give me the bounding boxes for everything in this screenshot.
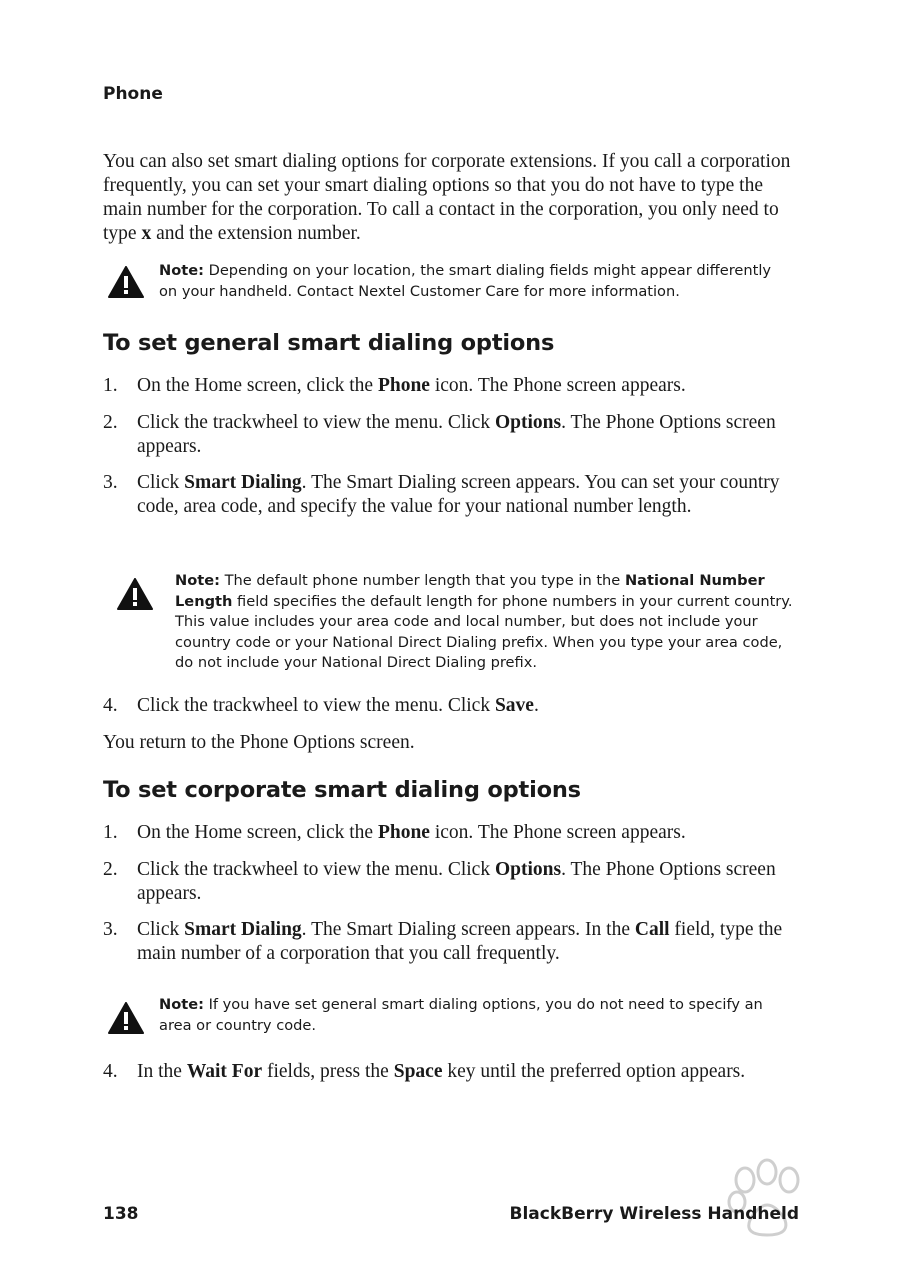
intro-text: You can also set smart dialing options for corporate extensions. If you call a corporation frequently, you can set your smart dialing options so that you do not have to type the main number for the corporation. To call a contact in the corporation, you only need to type bbox=[103, 151, 791, 244]
intro-key: x bbox=[141, 223, 152, 244]
step-number: 3. bbox=[103, 472, 118, 493]
list-item bbox=[103, 471, 803, 543]
step-text: In the Wait For fields, press the Space key until the preferred option appears. bbox=[137, 1061, 746, 1082]
step-text: Click the trackwheel to view the menu. Click Save. bbox=[137, 695, 539, 716]
list-item bbox=[103, 374, 803, 398]
step-number: 2. bbox=[103, 859, 118, 880]
result-paragraph: You return to the Phone Options screen. bbox=[103, 732, 415, 753]
step-text: On the Home screen, click the Phone icon. The Phone screen appears. bbox=[137, 822, 686, 843]
step-number: 4. bbox=[103, 1061, 118, 1082]
warning-triangle-icon bbox=[117, 578, 153, 610]
section-heading-corporate: To set corporate smart dialing options bbox=[103, 777, 581, 803]
step-text: Click the trackwheel to view the menu. Click Options. The Phone Options screen appears. bbox=[137, 412, 776, 457]
list-item bbox=[103, 694, 803, 718]
running-header: Phone bbox=[103, 84, 163, 104]
note-label: Note: bbox=[159, 996, 204, 1013]
section-heading-general: To set general smart dialing options bbox=[103, 330, 555, 356]
note-number-length: Note: The default phone number length that you type in the National Number Length field specifies the default length for phone numbers in your current country. This value includes your area code and local number, but does not include your country code or your National Direct Dialing prefix. When you type your area code, do not include your National Direct Dialing prefix. bbox=[175, 572, 793, 671]
step-number: 2. bbox=[103, 412, 118, 433]
list-item bbox=[103, 918, 803, 966]
intro-text-end: and the extension number. bbox=[151, 223, 361, 244]
note-label: Note: bbox=[159, 262, 204, 279]
step-text: Click the trackwheel to view the menu. Click Options. The Phone Options screen appears. bbox=[137, 859, 776, 904]
page-number: 138 bbox=[103, 1204, 139, 1224]
warning-triangle-icon bbox=[108, 1002, 144, 1034]
footer-title: BlackBerry Wireless Handheld bbox=[509, 1204, 799, 1224]
step-number: 4. bbox=[103, 695, 118, 716]
intro-paragraph bbox=[103, 150, 803, 246]
list-item bbox=[103, 821, 803, 845]
note-text: If you have set general smart dialing options, you do not need to specify an area or country code. bbox=[159, 996, 763, 1034]
step-text: Click Smart Dialing. The Smart Dialing screen appears. In the Call field, type the main number of a corporation that you call frequently. bbox=[137, 919, 783, 964]
step-number: 1. bbox=[103, 375, 118, 396]
list-item bbox=[103, 411, 803, 459]
note-text: Depending on your location, the smart dialing fields might appear differently on your handheld. Contact Nextel Customer Care for more information. bbox=[159, 262, 772, 300]
step-text: Click Smart Dialing. The Smart Dialing screen appears. You can set your country code, area code, and specify the value for your national number length. bbox=[137, 472, 780, 517]
note-label: Note: bbox=[175, 572, 220, 589]
note-location bbox=[159, 261, 789, 302]
list-item bbox=[103, 1060, 803, 1084]
step-number: 3. bbox=[103, 919, 118, 940]
step-number: 1. bbox=[103, 822, 118, 843]
step-text: On the Home screen, click the Phone icon. The Phone screen appears. bbox=[137, 375, 686, 396]
note-field-name: National Number Length bbox=[175, 572, 765, 610]
warning-triangle-icon bbox=[108, 266, 144, 298]
note-area-code bbox=[159, 995, 799, 1036]
list-item bbox=[103, 858, 803, 906]
